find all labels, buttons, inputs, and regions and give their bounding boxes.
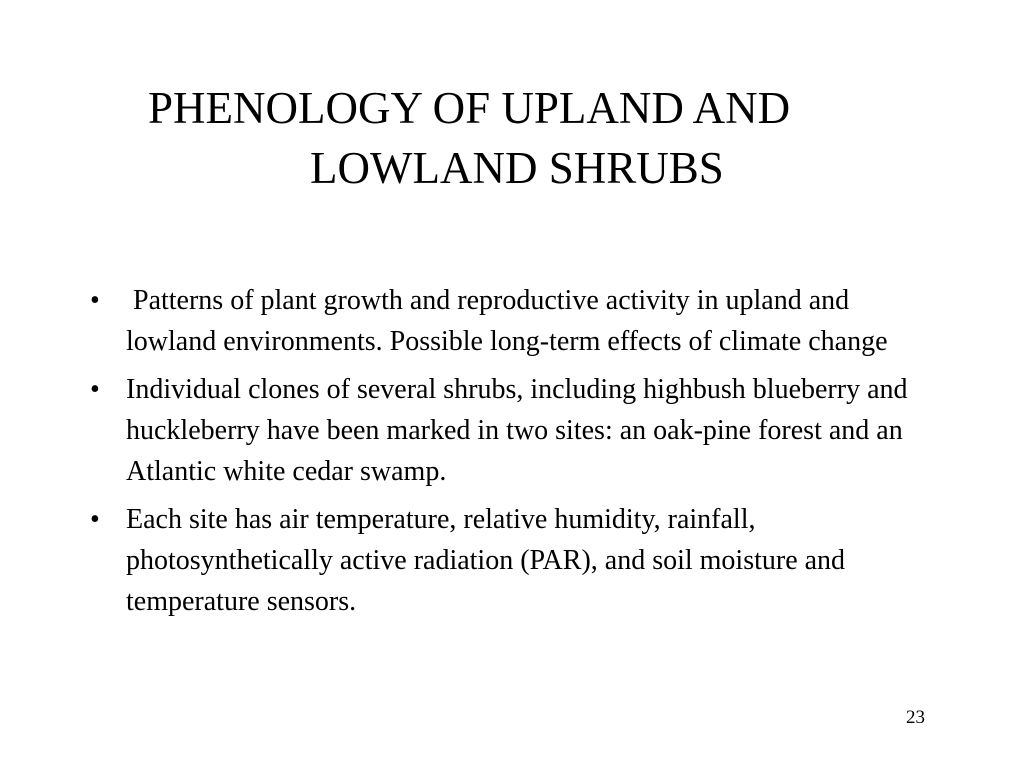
- bullet-text: Patterns of plant growth and reproductive activity in upland and lowland environments. Possible long-term effects of climate change: [126, 285, 888, 357]
- page-number: 23: [906, 707, 925, 728]
- bullet-item-1: [90, 280, 930, 362]
- bullet-marker: •: [90, 504, 100, 535]
- bullet-marker: •: [90, 285, 100, 316]
- slide-title: [148, 78, 908, 198]
- bullet-text: Individual clones of several shrubs, including highbush blueberry and huckleberry have been marked in two sites: an oak-pine forest and an Atlantic white cedar swamp.: [126, 374, 908, 487]
- bullet-list: [90, 280, 930, 629]
- slide-title-line-1: PHENOLOGY OF UPLAND AND: [148, 83, 791, 133]
- slide-title-line-2: LOWLAND SHRUBS: [310, 143, 724, 193]
- bullet-item-3: [90, 499, 930, 622]
- bullet-item-2: [90, 369, 930, 492]
- bullet-text: Each site has air temperature, relative humidity, rainfall, photosynthetically active radiation (PAR), and soil moisture and temperature sensors.: [126, 504, 846, 617]
- bullet-marker: •: [90, 374, 100, 405]
